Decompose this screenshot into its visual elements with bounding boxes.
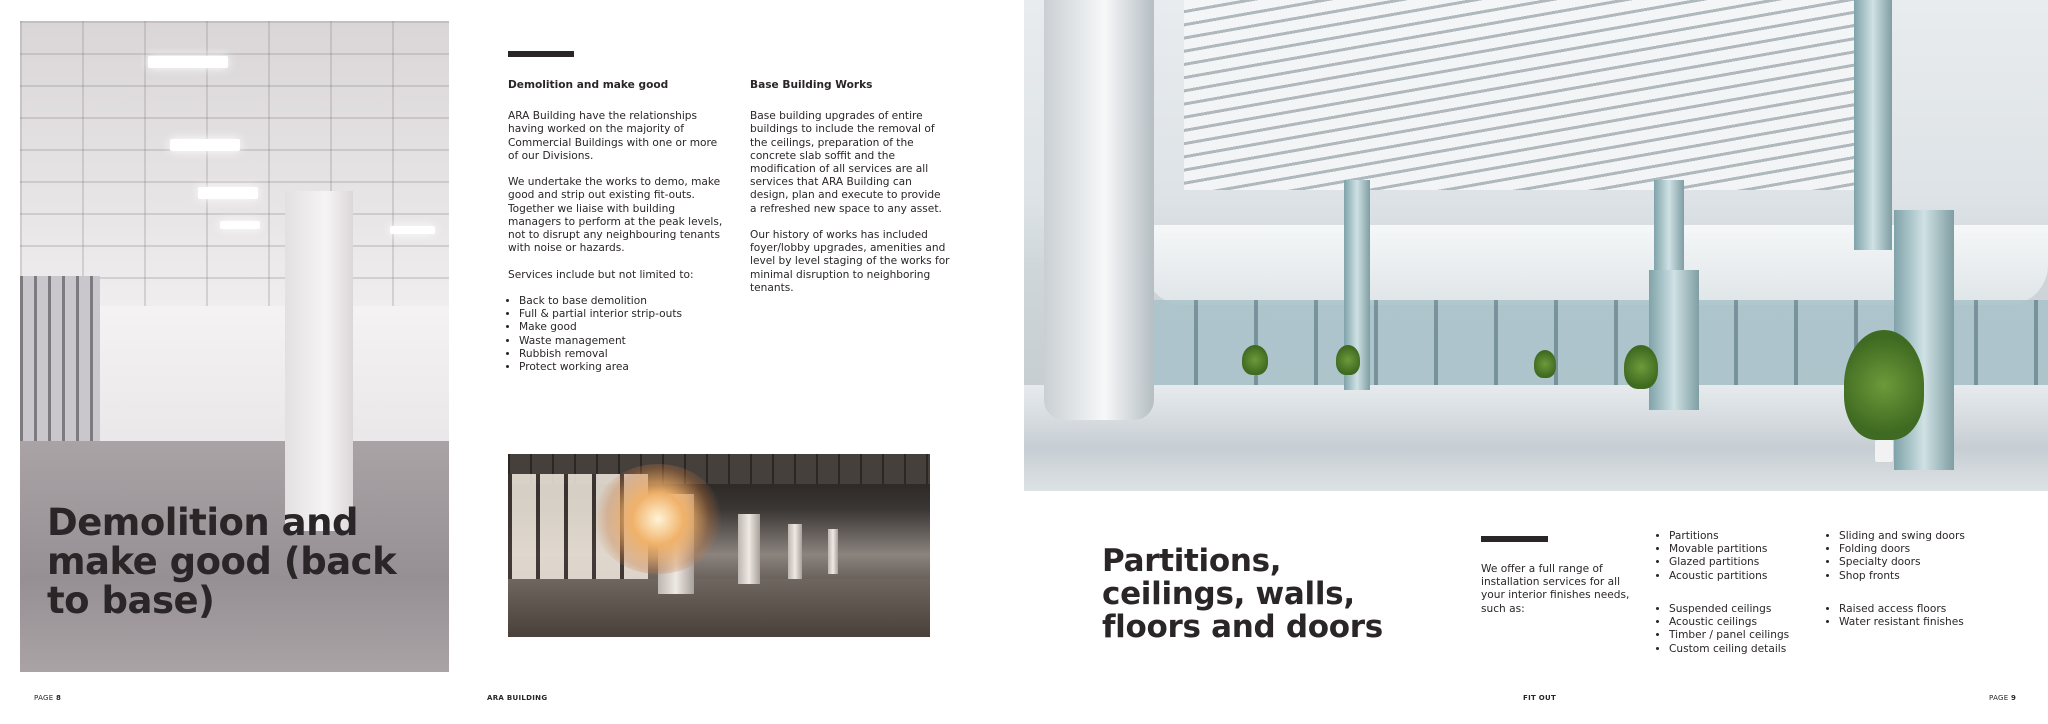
pillar (828, 529, 838, 574)
partitions-list (1658, 530, 1818, 583)
pillar (1649, 270, 1699, 410)
ceilings-list (1658, 603, 1818, 656)
page-title: Partitions, ceilings, walls, floors and doors (1102, 543, 1383, 645)
list-item: • Make good (519, 321, 730, 334)
section-heading: Demolition and make good (508, 79, 669, 91)
ceiling-slats (1184, 0, 1884, 190)
list-item: • Full & partial interior strip-outs (519, 308, 730, 321)
list-item: • Partitions (1669, 530, 1818, 543)
list-item: • Custom ceiling details (1669, 643, 1818, 656)
list-item: • Timber / panel ceilings (1669, 629, 1818, 642)
demolition-column (508, 79, 730, 374)
paragraph: Our history of works has included foyer/lobby upgrades, amenities and level by level staging of the works for minimal disruption to neighboring tenants. (750, 229, 950, 294)
section-footer: FIT OUT (1523, 694, 1557, 702)
list-item: • Movable partitions (1669, 543, 1818, 556)
bare-floor (508, 579, 930, 637)
accent-bar (508, 51, 574, 57)
pillar (738, 514, 760, 584)
accent-bar (1481, 536, 1548, 542)
pillar (1854, 0, 1892, 250)
ceiling-light (198, 187, 258, 199)
ceiling-light (170, 139, 240, 151)
atrium-lobby-photo (1024, 0, 2048, 491)
list-item: • Water resistant finishes (1839, 616, 1998, 629)
list-item: • Specialty doors (1839, 556, 1998, 569)
paragraph: We undertake the works to demo, make good and strip out existing fit-outs. Together we liaise with building managers to perform at the peak levels, not to disrupt any neighbouring tenants with noise or hazards. (508, 176, 723, 255)
potted-plant (1336, 345, 1360, 375)
potted-plant (1534, 350, 1556, 378)
page-number-right: PAGE 9 (1989, 694, 2017, 702)
paragraph: Services include but not limited to: (508, 268, 694, 281)
ceiling-grid (20, 21, 449, 306)
floors-list (1828, 603, 1998, 629)
list-item: • Folding doors (1839, 543, 1998, 556)
pillar (788, 524, 802, 579)
page-title: Demolition and make good (back to base) (47, 501, 397, 622)
list-item: • Glazed partitions (1669, 556, 1818, 569)
section-heading: Base Building Works (750, 79, 873, 91)
paragraph: Base building upgrades of entire buildings to include the removal of the ceilings, preparation of the concrete slab soffit and the modification of all services are all services that ARA Building can design, plan and execute to provide a refreshed new space to any asset. (750, 110, 942, 215)
list-item: • Acoustic ceilings (1669, 616, 1818, 629)
list-item: • Suspended ceilings (1669, 603, 1818, 616)
sunlight-glow (593, 464, 723, 574)
potted-plant (1242, 345, 1268, 375)
large-white-pillar (1044, 0, 1154, 420)
list-item: • Rubbish removal (519, 348, 730, 361)
ceiling-light (148, 56, 228, 68)
list-item: • Back to base demolition (519, 295, 730, 308)
page-number-left: PAGE 8 (34, 694, 62, 702)
list-item: • Shop fronts (1839, 570, 1998, 583)
list-item: • Sliding and swing doors (1839, 530, 1998, 543)
ceiling-light (220, 221, 260, 229)
paragraph: ARA Building have the relationships having worked on the majority of Commercial Buildings with one or more of our Divisions. (508, 110, 718, 162)
intro-text: We offer a full range of installation services for all your interior finishes needs, such as: (1481, 563, 1630, 615)
structural-column (285, 191, 353, 531)
list-item: • Protect working area (519, 361, 730, 374)
list-item: • Raised access floors (1839, 603, 1998, 616)
list-item: • Waste management (519, 335, 730, 348)
services-list (508, 295, 730, 374)
potted-plant (1844, 330, 1924, 440)
plant-pot (1875, 440, 1893, 462)
back-wall (100, 306, 449, 461)
stripped-floor-photo (508, 454, 930, 637)
list-item: • Acoustic partitions (1669, 570, 1818, 583)
brand-footer: ARA BUILDING (487, 694, 548, 702)
ceiling-light (390, 226, 435, 234)
potted-plant (1624, 345, 1658, 389)
base-building-column (750, 79, 950, 308)
doors-list (1828, 530, 1998, 583)
